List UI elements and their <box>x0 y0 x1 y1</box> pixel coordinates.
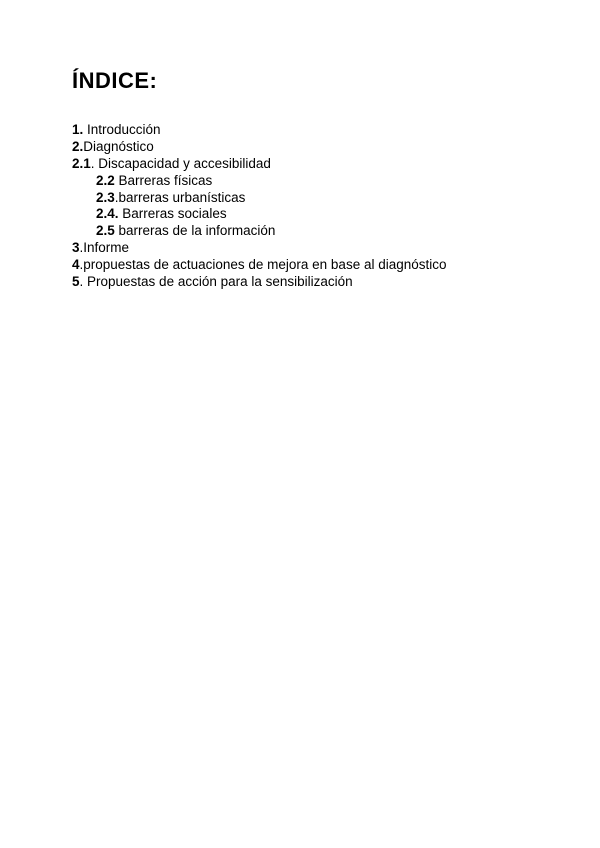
toc-item-text: barreras de la información <box>114 223 276 239</box>
toc-item-text: Diagnóstico <box>83 139 154 155</box>
toc-item-barreras-fisicas <box>96 173 560 190</box>
toc-item-propuestas-sensibilizacion <box>72 274 560 291</box>
toc-item-number: 2.3 <box>96 189 115 205</box>
toc-item-informe <box>72 240 560 257</box>
toc-item-number: 4 <box>72 256 80 272</box>
toc-item-text: .Informe <box>79 239 130 255</box>
toc-item-barreras-urbanisticas <box>96 190 560 207</box>
toc-item-number: 2.2 <box>96 172 115 188</box>
toc-item-number: 2.1 <box>72 155 91 171</box>
toc-item-propuestas-mejora <box>72 257 560 274</box>
toc-item-introduccion <box>72 122 560 139</box>
table-of-contents <box>72 122 560 290</box>
page-title: ÍNDICE: <box>72 68 158 93</box>
toc-item-text: .propuestas de actuaciones de mejora en base al diagnóstico <box>79 256 447 272</box>
toc-item-number: 2.4. <box>96 206 119 222</box>
toc-item-text: .barreras urbanísticas <box>114 189 246 205</box>
toc-item-text: . Propuestas de acción para la sensibilización <box>79 273 353 289</box>
toc-item-text: Barreras sociales <box>118 206 227 222</box>
page-content <box>72 68 560 290</box>
toc-item-number: 1. <box>72 122 84 138</box>
toc-item-discapacidad-accesibilidad <box>72 156 560 173</box>
toc-item-barreras-informacion <box>96 223 560 240</box>
toc-item-barreras-sociales <box>96 206 560 223</box>
toc-item-number: 2. <box>72 139 84 155</box>
toc-item-text: . Discapacidad y accesibilidad <box>90 155 271 171</box>
toc-item-diagnostico <box>72 139 560 156</box>
toc-item-number: 2.5 <box>96 223 115 239</box>
toc-item-number: 3 <box>72 239 80 255</box>
toc-item-text: Barreras físicas <box>114 172 213 188</box>
toc-item-number: 5 <box>72 273 80 289</box>
toc-item-text: Introducción <box>83 122 161 138</box>
